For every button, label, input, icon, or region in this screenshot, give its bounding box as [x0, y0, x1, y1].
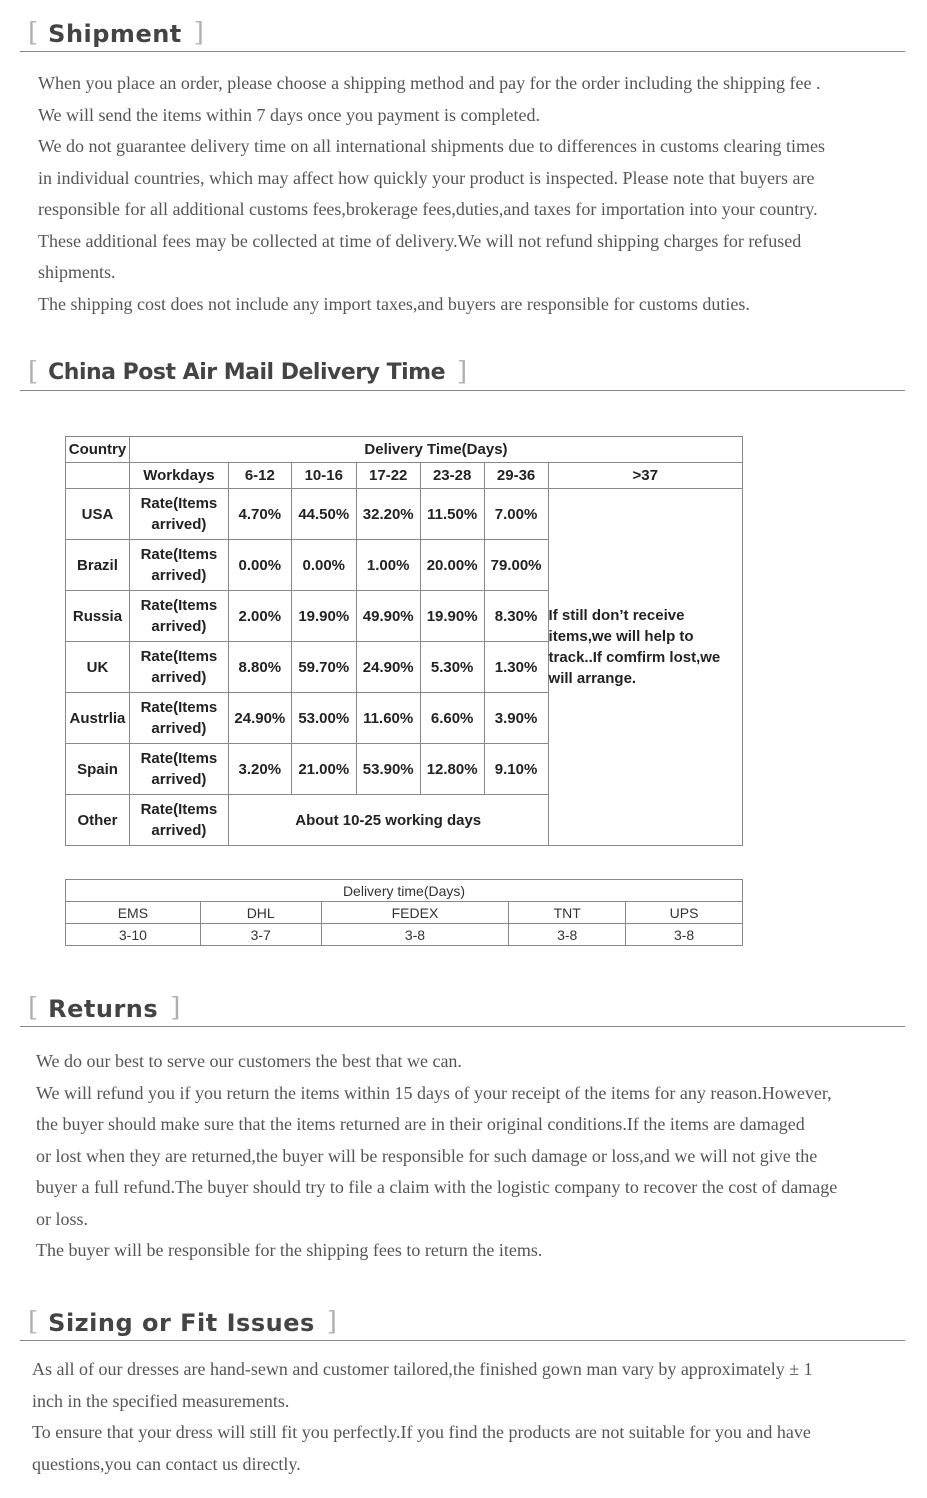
rate-value: 11.60% — [356, 693, 420, 744]
bracket-close: ] — [326, 1307, 337, 1337]
text-line: in individual countries, which may affect how quickly your product is inspected. Please note that buyers are — [38, 167, 815, 188]
rate-label: Rate(Items arrived) — [129, 642, 228, 693]
text-line: To ensure that your dress will still fit you perfectly.If you find the products are not suitable for you and have — [32, 1422, 811, 1442]
rate-label: Rate(Items arrived) — [129, 489, 228, 540]
text-line: the buyer should make sure that the items returned are in their original conditions.If the items are damaged — [36, 1114, 805, 1134]
range-header: >37 — [548, 463, 742, 489]
bracket-close: ] — [170, 993, 181, 1023]
range-header: 6-12 — [228, 463, 291, 489]
sizing-text — [32, 1354, 813, 1480]
section-title: China Post Air Mail Delivery Time — [48, 360, 446, 385]
carrier-time: 3-7 — [200, 924, 321, 946]
bracket-close: ] — [457, 357, 468, 387]
rate-value: 20.00% — [420, 540, 484, 591]
section-title: Returns — [48, 995, 159, 1023]
rate-label: Rate(Items arrived) — [129, 795, 228, 846]
rate-value: 7.00% — [484, 489, 548, 540]
table-row — [66, 489, 743, 540]
text-line: As all of our dresses are hand-sewn and customer tailored,the finished gown man vary by approximately ± 1 — [32, 1359, 813, 1379]
rate-value: 11.50% — [420, 489, 484, 540]
range-header: 29-36 — [484, 463, 548, 489]
country-cell: Spain — [66, 744, 130, 795]
bracket-open: [ — [28, 993, 39, 1023]
shipment-text — [38, 68, 825, 320]
text-line: We do not guarantee delivery time on all international shipments due to differences in customs clearing times — [38, 136, 825, 156]
carrier-row — [66, 902, 743, 924]
text-line: These additional fees may be collected at time of delivery.We will not refund shipping charges for refused — [38, 230, 802, 251]
section-title: Shipment — [48, 20, 182, 48]
carrier-name: UPS — [626, 902, 743, 924]
carrier-name: TNT — [509, 902, 626, 924]
text-line: inch in the specified measurements. — [32, 1390, 290, 1411]
time-row — [66, 924, 743, 946]
empty-cell — [66, 463, 130, 489]
text-line: or loss. — [36, 1208, 89, 1229]
text-line: The shipping cost does not include any import taxes,and buyers are responsible for customs duties. — [38, 293, 750, 314]
shipment-heading — [20, 17, 905, 52]
country-cell: Austrlia — [66, 693, 130, 744]
rate-value: 21.00% — [291, 744, 356, 795]
rate-value: 1.30% — [484, 642, 548, 693]
rate-label: Rate(Items arrived) — [129, 591, 228, 642]
rate-value: 53.00% — [291, 693, 356, 744]
bracket-open: [ — [28, 1307, 39, 1337]
rate-value: 19.90% — [291, 591, 356, 642]
over37-note: If still don’t receive items,we will help to track..If comfirm lost,we will arrange. — [548, 489, 742, 846]
country-cell: USA — [66, 489, 130, 540]
carrier-time: 3-8 — [509, 924, 626, 946]
rate-value: 12.80% — [420, 744, 484, 795]
ranges-row — [66, 463, 743, 489]
express-header-row — [66, 880, 743, 902]
rate-value: 59.70% — [291, 642, 356, 693]
section-title: Sizing or Fit Issues — [48, 1309, 315, 1337]
rate-value: 3.20% — [228, 744, 291, 795]
country-cell: Russia — [66, 591, 130, 642]
rate-value: 79.00% — [484, 540, 548, 591]
text-line: We will refund you if you return the items within 15 days of your receipt of the items for any reason.However, — [36, 1082, 832, 1103]
workdays-label: Workdays — [129, 463, 228, 489]
text-line: shipments. — [38, 262, 116, 282]
express-header: Delivery time(Days) — [66, 880, 743, 902]
carrier-time: 3-8 — [321, 924, 509, 946]
text-line: questions,you can contact us directly. — [32, 1453, 301, 1474]
rate-value: 9.10% — [484, 744, 548, 795]
text-line: We will send the items within 7 days once you payment is completed. — [38, 104, 540, 125]
china-post-heading — [20, 356, 905, 391]
country-header: Country — [66, 437, 130, 463]
rate-label: Rate(Items arrived) — [129, 540, 228, 591]
rate-value: 24.90% — [356, 642, 420, 693]
rate-label: Rate(Items arrived) — [129, 693, 228, 744]
rate-value: 32.20% — [356, 489, 420, 540]
range-header: 17-22 — [356, 463, 420, 489]
rate-value: 19.90% — [420, 591, 484, 642]
country-cell: UK — [66, 642, 130, 693]
express-table — [65, 879, 743, 946]
rate-value: 2.00% — [228, 591, 291, 642]
sizing-heading — [20, 1306, 905, 1341]
delivery-header: Delivery Time(Days) — [129, 437, 742, 463]
rate-value: 4.70% — [228, 489, 291, 540]
rate-label: Rate(Items arrived) — [129, 744, 228, 795]
carrier-time: 3-8 — [626, 924, 743, 946]
range-header: 10-16 — [291, 463, 356, 489]
text-line: buyer a full refund.The buyer should try to file a claim with the logistic company to recover the cost of damage — [36, 1177, 838, 1197]
rate-value: 3.90% — [484, 693, 548, 744]
rate-value: 0.00% — [291, 540, 356, 591]
rate-value: 8.80% — [228, 642, 291, 693]
rate-value: 5.30% — [420, 642, 484, 693]
rate-value: 0.00% — [228, 540, 291, 591]
carrier-name: DHL — [200, 902, 321, 924]
text-line: responsible for all additional customs fees,brokerage fees,duties,and taxes for importation into your country. — [38, 199, 818, 219]
other-note: About 10-25 working days — [228, 795, 548, 846]
bracket-open: [ — [28, 18, 39, 48]
rate-value: 49.90% — [356, 591, 420, 642]
carrier-name: EMS — [66, 902, 201, 924]
returns-heading — [20, 992, 905, 1027]
rate-value: 24.90% — [228, 693, 291, 744]
carrier-name: FEDEX — [321, 902, 509, 924]
rate-value: 6.60% — [420, 693, 484, 744]
table-header-row — [66, 437, 743, 463]
bracket-open: [ — [28, 357, 39, 387]
rate-value: 44.50% — [291, 489, 356, 540]
rate-value: 53.90% — [356, 744, 420, 795]
text-line: We do our best to serve our customers the best that we can. — [36, 1051, 462, 1071]
range-header: 23-28 — [420, 463, 484, 489]
returns-text — [36, 1046, 837, 1267]
rate-value: 8.30% — [484, 591, 548, 642]
country-cell: Brazil — [66, 540, 130, 591]
country-cell: Other — [66, 795, 130, 846]
carrier-time: 3-10 — [66, 924, 201, 946]
china-post-table — [65, 436, 743, 846]
text-line: or lost when they are returned,the buyer will be responsible for such damage or loss,and we will not give the — [36, 1145, 818, 1166]
text-line: The buyer will be responsible for the shipping fees to return the items. — [36, 1240, 543, 1260]
rate-value: 1.00% — [356, 540, 420, 591]
bracket-close: ] — [193, 18, 204, 48]
text-line: When you place an order, please choose a shipping method and pay for the order including the shipping fee . — [38, 73, 821, 93]
